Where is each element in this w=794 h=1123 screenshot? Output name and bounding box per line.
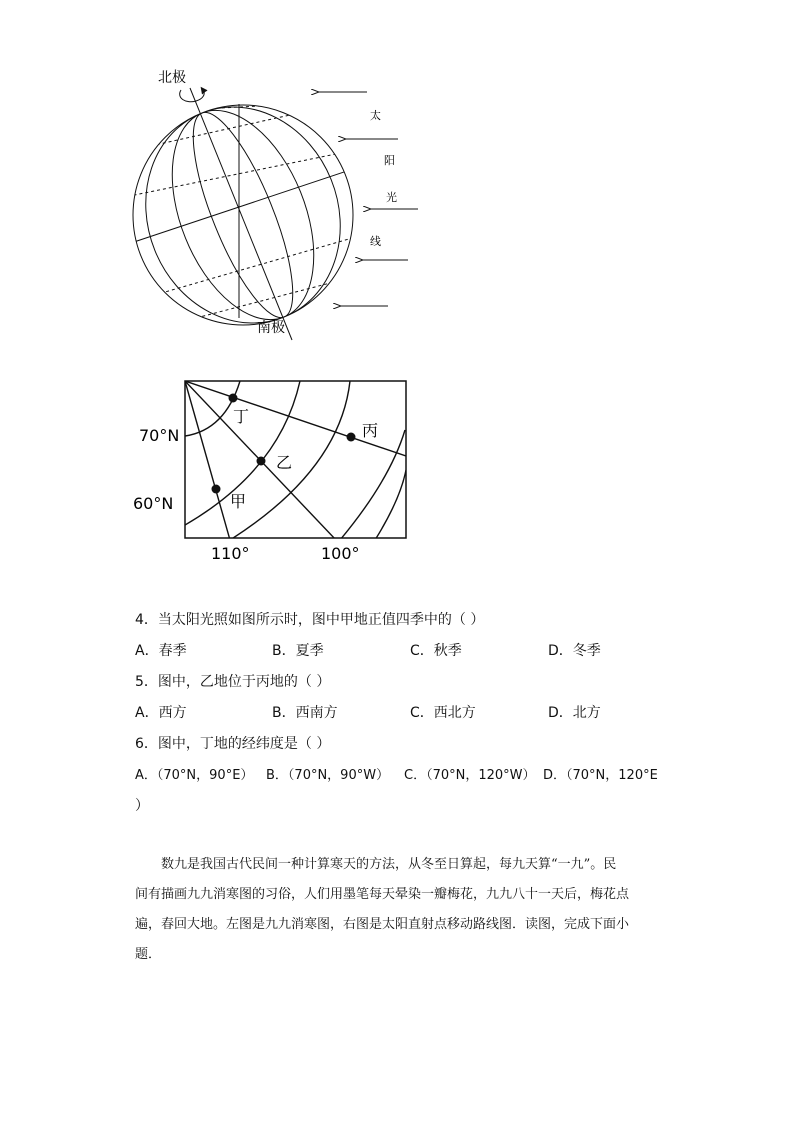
lat-70-label: 70°N [139,426,180,445]
north-pole-label: 北极 [158,70,186,86]
q5-option-c[interactable]: C．西北方 [410,705,476,721]
question-6-stem: 6．图中，丁地的经纬度是（ ） [135,736,331,752]
q6-option-c[interactable]: C．（70°N，120°W） [404,768,536,783]
dashed-parallel [120,230,380,305]
q5-option-b[interactable]: B．西南方 [272,705,338,721]
point-yi-label: 乙 [276,453,293,472]
sun-char: 太 [370,109,381,122]
passage-line: 题． [135,947,162,962]
dashed-parallel [110,95,380,155]
q4-option-b[interactable]: B．夏季 [272,643,324,659]
lon-110-label: 110° [211,544,250,563]
q4-option-d[interactable]: D．冬季 [548,643,601,659]
lat-60-label: 60°N [133,494,174,513]
question-5-stem: 5．图中，乙地位于丙地的（ ） [135,674,331,690]
point-ding [229,394,238,403]
q4-option-a[interactable]: A．春季 [135,643,187,659]
point-jia-label: 甲 [230,492,247,511]
q5-option-a[interactable]: A．西方 [135,705,187,721]
lon-100-label: 100° [321,544,360,563]
point-bing [347,433,356,442]
passage-line: 数九是我国古代民间一种计算寒天的方法，从冬至日算起，每九天算“一九”。民 [161,857,617,872]
sun-char: 光 [386,191,397,204]
reading-passage [135,850,665,970]
parallel-55n [340,430,405,540]
passage-line: 遍，春回大地。左图是九九消寒图，右图是太阳直射点移动路线图．读图，完成下面小 [135,917,630,932]
meridian-90 [185,381,406,456]
sun-char: 阳 [384,154,395,167]
latlong-map-figure [0,360,794,570]
meridian [144,90,341,340]
map-frame [185,381,406,538]
q5-option-d[interactable]: D．北方 [548,705,601,721]
point-bing-label: 丙 [362,421,379,440]
dashed-parallel [180,100,380,110]
sun-char: 线 [370,235,381,248]
point-jia [212,485,221,494]
south-pole-label: 南极 [257,320,285,336]
q4-option-c[interactable]: C．秋季 [410,643,462,659]
globe-figure [0,0,794,360]
globe-outline [133,105,353,325]
point-yi [257,457,266,466]
question-4-stem: 4．当太阳光照如图所示时，图中甲地正值四季中的（ ） [135,612,485,628]
q6-option-a[interactable]: A．（70°N，90°E） [135,768,254,783]
point-ding-label: 丁 [233,407,250,426]
passage-line: 间有描画九九消寒图的习俗，人们用墨笔每天晕染一瓣梅花，九九八十一天后，梅花点 [135,887,630,902]
q6-option-b[interactable]: B．（70°N，90°W） [266,768,390,783]
q6-option-d-tail: ） [135,798,149,814]
q6-option-d[interactable]: D．（70°N，120°E [543,768,658,783]
parallel-50n [375,470,406,540]
